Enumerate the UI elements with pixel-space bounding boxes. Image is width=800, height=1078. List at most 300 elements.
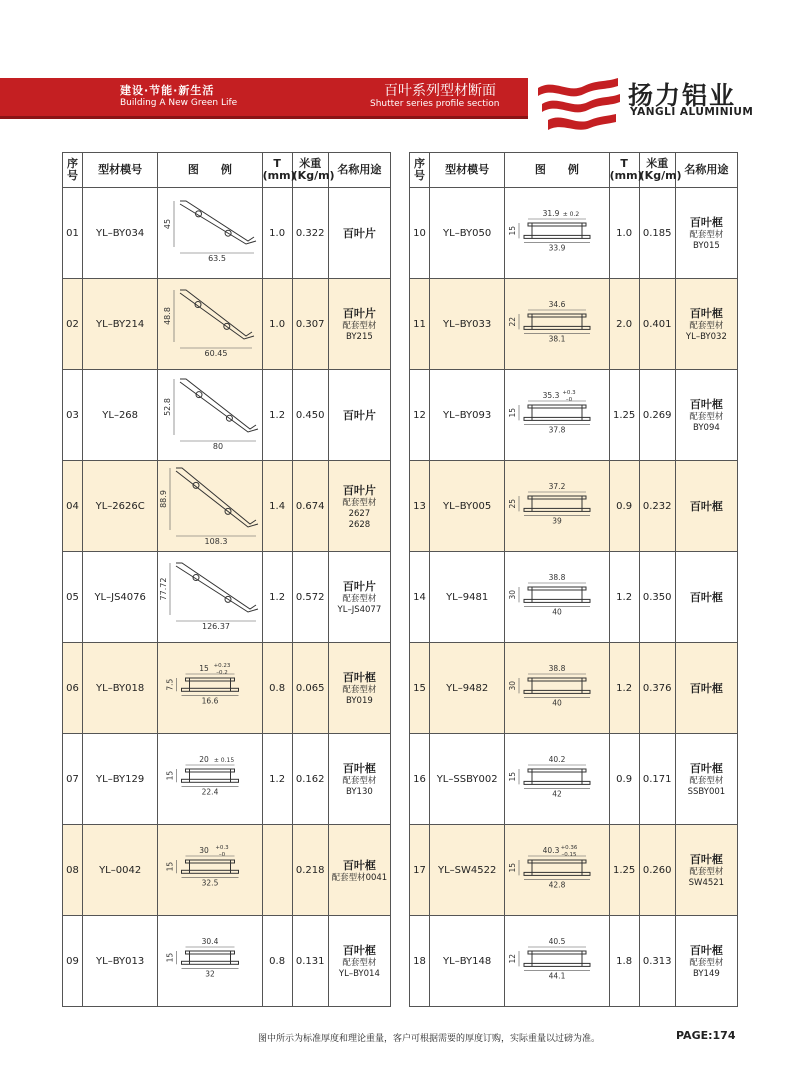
col-thickness-label: T xyxy=(273,157,281,170)
dimension-height: 15 xyxy=(165,952,175,963)
row-no: 11 xyxy=(410,279,430,370)
row-figure xyxy=(158,643,262,734)
row-figure xyxy=(158,916,262,1007)
table-row xyxy=(410,279,738,370)
dimension-lines xyxy=(177,765,239,786)
brand-name-cn: 扬力铝业 xyxy=(628,81,737,110)
row-use xyxy=(675,188,737,279)
profile-drawing xyxy=(505,553,609,641)
frame-profile-shape xyxy=(524,678,590,693)
dimension-top: 35.3 xyxy=(542,391,560,400)
dimension-tolerance-lower: –0.15 xyxy=(561,852,577,858)
row-weight: 0.307 xyxy=(292,279,328,370)
row-weight: 0.171 xyxy=(639,734,675,825)
row-figure xyxy=(158,188,262,279)
dimension-tolerance-lower: –0 xyxy=(219,852,226,858)
dimension-height: 15 xyxy=(508,407,518,418)
dimension-lines xyxy=(174,290,252,348)
row-model: YL–SSBY002 xyxy=(430,734,505,825)
use-name: 百叶片 xyxy=(342,483,376,497)
row-use xyxy=(328,552,390,643)
dimension-tolerance-upper: +0.23 xyxy=(213,663,231,669)
row-model: YL–2626C xyxy=(83,461,158,552)
row-no: 13 xyxy=(410,461,430,552)
use-name: 百叶框 xyxy=(689,398,723,411)
dimension-height: 48.8 xyxy=(163,307,173,325)
col-no: 序号 xyxy=(63,153,83,188)
use-name: 百叶框 xyxy=(689,216,723,229)
dimension-height: 30 xyxy=(508,680,518,691)
row-weight: 0.131 xyxy=(292,916,328,1007)
row-weight: 0.350 xyxy=(639,552,675,643)
table-row xyxy=(410,461,738,552)
col-thickness-unit: (mm) xyxy=(609,169,643,182)
use-name: 百叶框 xyxy=(689,591,723,604)
use-matching-profile: YL–BY032 xyxy=(685,332,727,342)
table-row xyxy=(63,825,391,916)
page-number xyxy=(676,1029,735,1042)
row-use xyxy=(328,734,390,825)
row-use xyxy=(675,643,737,734)
row-use xyxy=(328,643,390,734)
frame-profile-shape xyxy=(524,405,590,420)
use-name: 百叶框 xyxy=(689,762,723,775)
table-header-row xyxy=(63,153,391,188)
row-thickness: 1.4 xyxy=(262,461,292,552)
col-use: 名称用途 xyxy=(675,153,737,188)
dimension-bottom: 32.5 xyxy=(201,878,219,888)
table-row xyxy=(63,552,391,643)
row-model: YL–BY034 xyxy=(83,188,158,279)
use-name: 百叶片 xyxy=(342,580,376,593)
frame-profile-shape xyxy=(182,951,239,964)
row-thickness: 1.0 xyxy=(262,279,292,370)
row-no: 05 xyxy=(63,552,83,643)
dimension-top: 40.2 xyxy=(548,755,566,764)
row-weight: 0.185 xyxy=(639,188,675,279)
profile-drawing xyxy=(505,917,609,1005)
frame-profile-shape xyxy=(524,223,590,238)
slogan-en: Building A New Green Life xyxy=(120,98,238,108)
page-label: PAGE: xyxy=(676,1029,713,1042)
use-name: 百叶框 xyxy=(342,671,376,684)
table-row xyxy=(410,188,738,279)
table-row xyxy=(63,370,391,461)
row-thickness: 2.0 xyxy=(609,279,639,370)
profile-drawing xyxy=(505,462,609,550)
row-thickness: 0.9 xyxy=(609,734,639,825)
use-name: 百叶框 xyxy=(342,944,376,957)
blade-profile-shape xyxy=(180,290,254,339)
dimension-bottom: 37.8 xyxy=(548,425,566,435)
row-use xyxy=(675,461,737,552)
use-matching-profile: 配套型材 xyxy=(689,776,724,786)
row-model: YL–9481 xyxy=(430,552,505,643)
col-weight xyxy=(639,153,682,188)
table-row xyxy=(63,279,391,370)
col-figure: 图 例 xyxy=(505,153,609,188)
profile-drawing xyxy=(158,553,262,641)
use-matching-profile: 配套型材0041 xyxy=(331,872,388,883)
profile-drawing xyxy=(158,917,262,1005)
row-figure xyxy=(505,188,609,279)
dimension-top: 31.9 xyxy=(542,209,560,218)
dimension-top: 38.8 xyxy=(548,664,566,673)
use-name: 百叶框 xyxy=(689,307,723,320)
use-matching-profile: 配套型材 xyxy=(342,776,377,786)
profile-drawing xyxy=(505,371,609,459)
use-matching-profile: YL–JS4077 xyxy=(337,605,382,615)
use-matching-profile: BY215 xyxy=(345,332,373,342)
dimension-lines xyxy=(177,674,239,695)
col-weight-label: 米重 xyxy=(646,157,669,170)
dimension-width: 60.45 xyxy=(204,349,228,358)
use-matching-profile: BY019 xyxy=(345,696,373,706)
row-weight: 0.572 xyxy=(292,552,328,643)
blade-profile-shape xyxy=(180,379,258,432)
row-weight: 0.065 xyxy=(292,643,328,734)
row-weight: 0.269 xyxy=(639,370,675,461)
row-use xyxy=(675,552,737,643)
dimension-bottom: 38.1 xyxy=(548,334,566,344)
dimension-bottom: 22.4 xyxy=(201,787,219,797)
row-model: YL–JS4076 xyxy=(83,552,158,643)
table-row xyxy=(63,643,391,734)
row-no: 10 xyxy=(410,188,430,279)
table-row xyxy=(410,370,738,461)
table-row xyxy=(63,734,391,825)
row-model: YL–BY018 xyxy=(83,643,158,734)
profile-drawing xyxy=(158,280,262,368)
use-matching-profile: 2627 xyxy=(348,508,371,519)
frame-profile-shape xyxy=(524,769,590,784)
dimension-height: 15 xyxy=(165,770,175,781)
row-use xyxy=(328,370,390,461)
dimension-bottom: 16.6 xyxy=(201,696,219,706)
row-no: 16 xyxy=(410,734,430,825)
row-figure xyxy=(505,279,609,370)
row-use xyxy=(675,370,737,461)
row-thickness: 1.0 xyxy=(609,188,639,279)
row-model: YL–9482 xyxy=(430,643,505,734)
row-no: 02 xyxy=(63,279,83,370)
dimension-height: 15 xyxy=(508,862,518,873)
dimension-bottom: 44.1 xyxy=(548,971,566,981)
row-thickness: 0.8 xyxy=(262,916,292,1007)
dimension-height: 25 xyxy=(508,498,518,509)
use-matching-profile: 配套型材 xyxy=(342,321,377,331)
row-no: 03 xyxy=(63,370,83,461)
dimension-width: 126.37 xyxy=(202,622,231,631)
row-thickness: 0.8 xyxy=(262,643,292,734)
row-weight: 0.674 xyxy=(292,461,328,552)
row-model: YL–BY033 xyxy=(430,279,505,370)
use-matching-profile: YL–BY014 xyxy=(338,969,380,979)
frame-profile-shape xyxy=(524,951,590,966)
dimension-width: 63.5 xyxy=(208,254,227,263)
dimension-bottom: 40 xyxy=(552,607,563,617)
brand-logo-icon xyxy=(534,74,624,138)
dimension-top: 30.4 xyxy=(201,937,219,946)
row-weight: 0.313 xyxy=(639,916,675,1007)
profile-drawing xyxy=(505,826,609,914)
row-weight: 0.450 xyxy=(292,370,328,461)
row-model: YL–BY093 xyxy=(430,370,505,461)
row-thickness: 1.8 xyxy=(609,916,639,1007)
frame-profile-shape xyxy=(524,860,590,875)
use-matching-profile: 配套型材 xyxy=(342,685,377,695)
row-no: 18 xyxy=(410,916,430,1007)
profile-drawing xyxy=(158,189,262,277)
use-matching-profile: SSBY001 xyxy=(687,787,726,797)
dimension-tolerance-upper: +0.3 xyxy=(562,390,576,396)
dimension-bottom: 42 xyxy=(552,789,563,799)
use-matching-profile: 配套型材 xyxy=(342,958,377,968)
row-model: YL–BY129 xyxy=(83,734,158,825)
page-no: 174 xyxy=(712,1029,736,1042)
frame-profile-shape xyxy=(182,860,239,873)
row-figure xyxy=(505,552,609,643)
profile-drawing xyxy=(505,280,609,368)
col-weight xyxy=(292,153,335,188)
row-figure xyxy=(158,734,262,825)
profile-drawing xyxy=(505,189,609,277)
row-figure xyxy=(158,461,262,552)
row-model: YL–0042 xyxy=(83,825,158,916)
dimension-height: 12 xyxy=(508,953,518,964)
row-model: YL–268 xyxy=(83,370,158,461)
row-weight: 0.232 xyxy=(639,461,675,552)
dimension-tolerance-upper: +0.3 xyxy=(215,845,229,851)
dimension-height: 77.72 xyxy=(159,577,169,601)
dimension-tolerance-lower: –0 xyxy=(566,397,573,403)
use-matching-profile: 2628 xyxy=(348,519,371,530)
row-thickness: 1.2 xyxy=(262,552,292,643)
col-figure: 图 例 xyxy=(158,153,262,188)
use-name: 百叶片 xyxy=(342,409,376,422)
row-use xyxy=(675,825,737,916)
brand-name-en: YANGLI ALUMINIUM xyxy=(630,106,754,118)
row-model: YL–BY013 xyxy=(83,916,158,1007)
row-no: 08 xyxy=(63,825,83,916)
row-thickness: 1.25 xyxy=(609,825,639,916)
profile-table-left xyxy=(62,152,391,1007)
row-thickness: 0.9 xyxy=(609,461,639,552)
table-row xyxy=(410,643,738,734)
dimension-lines xyxy=(177,947,239,968)
use-matching-profile: 配套型材 xyxy=(689,412,724,422)
dimension-bottom: 42.8 xyxy=(548,880,566,890)
col-thickness-unit: (mm) xyxy=(262,169,296,182)
row-figure xyxy=(505,370,609,461)
row-model: YL–BY050 xyxy=(430,188,505,279)
row-weight: 0.162 xyxy=(292,734,328,825)
dimension-bottom: 33.9 xyxy=(548,243,566,253)
dimension-height: 52.8 xyxy=(163,398,173,416)
slogan-cn: 建设·节能·新生活 xyxy=(120,84,215,97)
table-row xyxy=(410,825,738,916)
table-row xyxy=(410,734,738,825)
row-model: YL–BY214 xyxy=(83,279,158,370)
row-figure xyxy=(158,370,262,461)
dimension-height: 30 xyxy=(508,589,518,600)
table-row xyxy=(410,916,738,1007)
col-model: 型材模号 xyxy=(430,153,505,188)
row-figure xyxy=(158,825,262,916)
row-thickness: 1.2 xyxy=(262,734,292,825)
frame-profile-shape xyxy=(524,314,590,329)
dimension-lines xyxy=(170,563,256,621)
blade-profile-shape xyxy=(176,563,258,612)
row-thickness: 1.2 xyxy=(609,643,639,734)
dimension-top: 38.8 xyxy=(548,573,566,582)
frame-profile-shape xyxy=(182,678,239,691)
row-thickness: 1.0 xyxy=(262,188,292,279)
use-matching-profile: 配套型材 xyxy=(689,867,724,877)
row-weight: 0.376 xyxy=(639,643,675,734)
page-title: 百叶系列型材断面 xyxy=(384,83,496,99)
col-weight-unit: (Kg/m) xyxy=(292,169,335,182)
col-no: 序号 xyxy=(410,153,430,188)
use-matching-profile: BY130 xyxy=(345,787,373,797)
row-no: 07 xyxy=(63,734,83,825)
row-figure xyxy=(505,461,609,552)
use-name: 百叶框 xyxy=(689,500,723,513)
row-use xyxy=(328,461,390,552)
row-weight: 0.322 xyxy=(292,188,328,279)
row-no: 09 xyxy=(63,916,83,1007)
use-matching-profile: 配套型材 xyxy=(689,958,724,968)
row-thickness: 1.25 xyxy=(609,370,639,461)
row-no: 14 xyxy=(410,552,430,643)
profile-drawing xyxy=(158,735,262,823)
profile-drawing xyxy=(158,826,262,914)
col-weight-label: 米重 xyxy=(299,157,322,170)
page-subtitle: Shutter series profile section xyxy=(370,99,500,109)
use-name: 百叶框 xyxy=(342,762,376,775)
dimension-top: 34.6 xyxy=(548,300,566,309)
dimension-tolerance: ± 0.2 xyxy=(563,211,580,218)
row-use xyxy=(675,279,737,370)
row-figure xyxy=(505,734,609,825)
dimension-bottom: 40 xyxy=(552,698,563,708)
row-no: 06 xyxy=(63,643,83,734)
dimension-width: 80 xyxy=(213,442,224,451)
row-use xyxy=(328,188,390,279)
frame-profile-shape xyxy=(524,496,590,511)
dimension-width: 108.3 xyxy=(204,537,228,546)
profile-drawing xyxy=(505,735,609,823)
dimension-top: 40.5 xyxy=(548,937,566,946)
use-matching-profile: SW4521 xyxy=(688,878,725,888)
dimension-top: 30 xyxy=(199,846,210,855)
row-no: 04 xyxy=(63,461,83,552)
dimension-height: 88.9 xyxy=(159,490,169,508)
dimension-lines xyxy=(177,856,239,877)
use-name: 百叶片 xyxy=(342,227,376,240)
col-model: 型材模号 xyxy=(83,153,158,188)
dimension-height: 15 xyxy=(508,225,518,236)
use-name: 百叶片 xyxy=(342,307,376,320)
dimension-tolerance-upper: +0.36 xyxy=(560,845,578,851)
row-no: 15 xyxy=(410,643,430,734)
row-figure xyxy=(158,552,262,643)
profile-table-right xyxy=(409,152,738,1007)
table-row xyxy=(410,552,738,643)
row-no: 12 xyxy=(410,370,430,461)
col-thickness xyxy=(609,153,643,188)
frame-profile-shape xyxy=(182,769,239,782)
use-matching-profile: BY149 xyxy=(692,969,720,979)
col-use: 名称用途 xyxy=(328,153,390,188)
row-no: 17 xyxy=(410,825,430,916)
row-weight: 0.401 xyxy=(639,279,675,370)
row-weight: 0.218 xyxy=(292,825,328,916)
use-name: 百叶框 xyxy=(689,682,723,695)
row-thickness: 1.2 xyxy=(609,552,639,643)
footer-note: 图中所示为标准厚度和理论重量，客户可根据需要的厚度订购，实际重量以过磅为准。 xyxy=(258,1034,601,1044)
use-matching-profile: 配套型材 xyxy=(689,321,724,331)
use-matching-profile: 配套型材 xyxy=(342,497,377,508)
profile-drawing xyxy=(158,462,262,550)
dimension-height: 22 xyxy=(508,316,518,327)
use-matching-profile: BY094 xyxy=(692,423,720,433)
row-use xyxy=(675,916,737,1007)
row-figure xyxy=(505,825,609,916)
row-thickness: 1.2 xyxy=(262,370,292,461)
dimension-lines xyxy=(174,379,256,441)
use-name: 百叶框 xyxy=(342,858,376,872)
frame-profile-shape xyxy=(524,587,590,602)
dimension-top: 15 xyxy=(199,664,210,673)
dimension-height: 15 xyxy=(165,861,175,872)
use-matching-profile: BY015 xyxy=(692,241,720,251)
dimension-height: 45 xyxy=(163,218,173,230)
col-weight-unit: (Kg/m) xyxy=(639,169,682,182)
dimension-tolerance-lower: –0.2 xyxy=(216,670,229,676)
row-no: 01 xyxy=(63,188,83,279)
dimension-bottom: 39 xyxy=(552,516,563,526)
row-model: YL–BY005 xyxy=(430,461,505,552)
row-figure xyxy=(505,643,609,734)
profile-drawing xyxy=(158,644,262,732)
profile-drawing xyxy=(505,644,609,732)
table-row xyxy=(63,916,391,1007)
col-thickness xyxy=(262,153,296,188)
dimension-bottom: 32 xyxy=(205,969,216,979)
dimension-top: 37.2 xyxy=(548,482,566,491)
use-matching-profile: 配套型材 xyxy=(342,594,377,604)
dimension-lines xyxy=(170,468,256,536)
dimension-height: 7.5 xyxy=(165,678,175,691)
row-use xyxy=(328,279,390,370)
row-thickness xyxy=(262,825,292,916)
profile-drawing xyxy=(158,371,262,459)
header-underline xyxy=(0,116,528,119)
use-name: 百叶框 xyxy=(689,944,723,957)
row-use xyxy=(328,916,390,1007)
blade-profile-shape xyxy=(176,468,258,527)
row-model: YL–SW4522 xyxy=(430,825,505,916)
dimension-lines xyxy=(174,201,254,253)
dimension-tolerance: ± 0.15 xyxy=(214,757,235,764)
dimension-top: 20 xyxy=(199,755,210,764)
row-figure xyxy=(158,279,262,370)
table-header-row xyxy=(410,153,738,188)
row-use xyxy=(675,734,737,825)
row-model: YL–BY148 xyxy=(430,916,505,1007)
blade-profile-shape xyxy=(180,201,256,244)
